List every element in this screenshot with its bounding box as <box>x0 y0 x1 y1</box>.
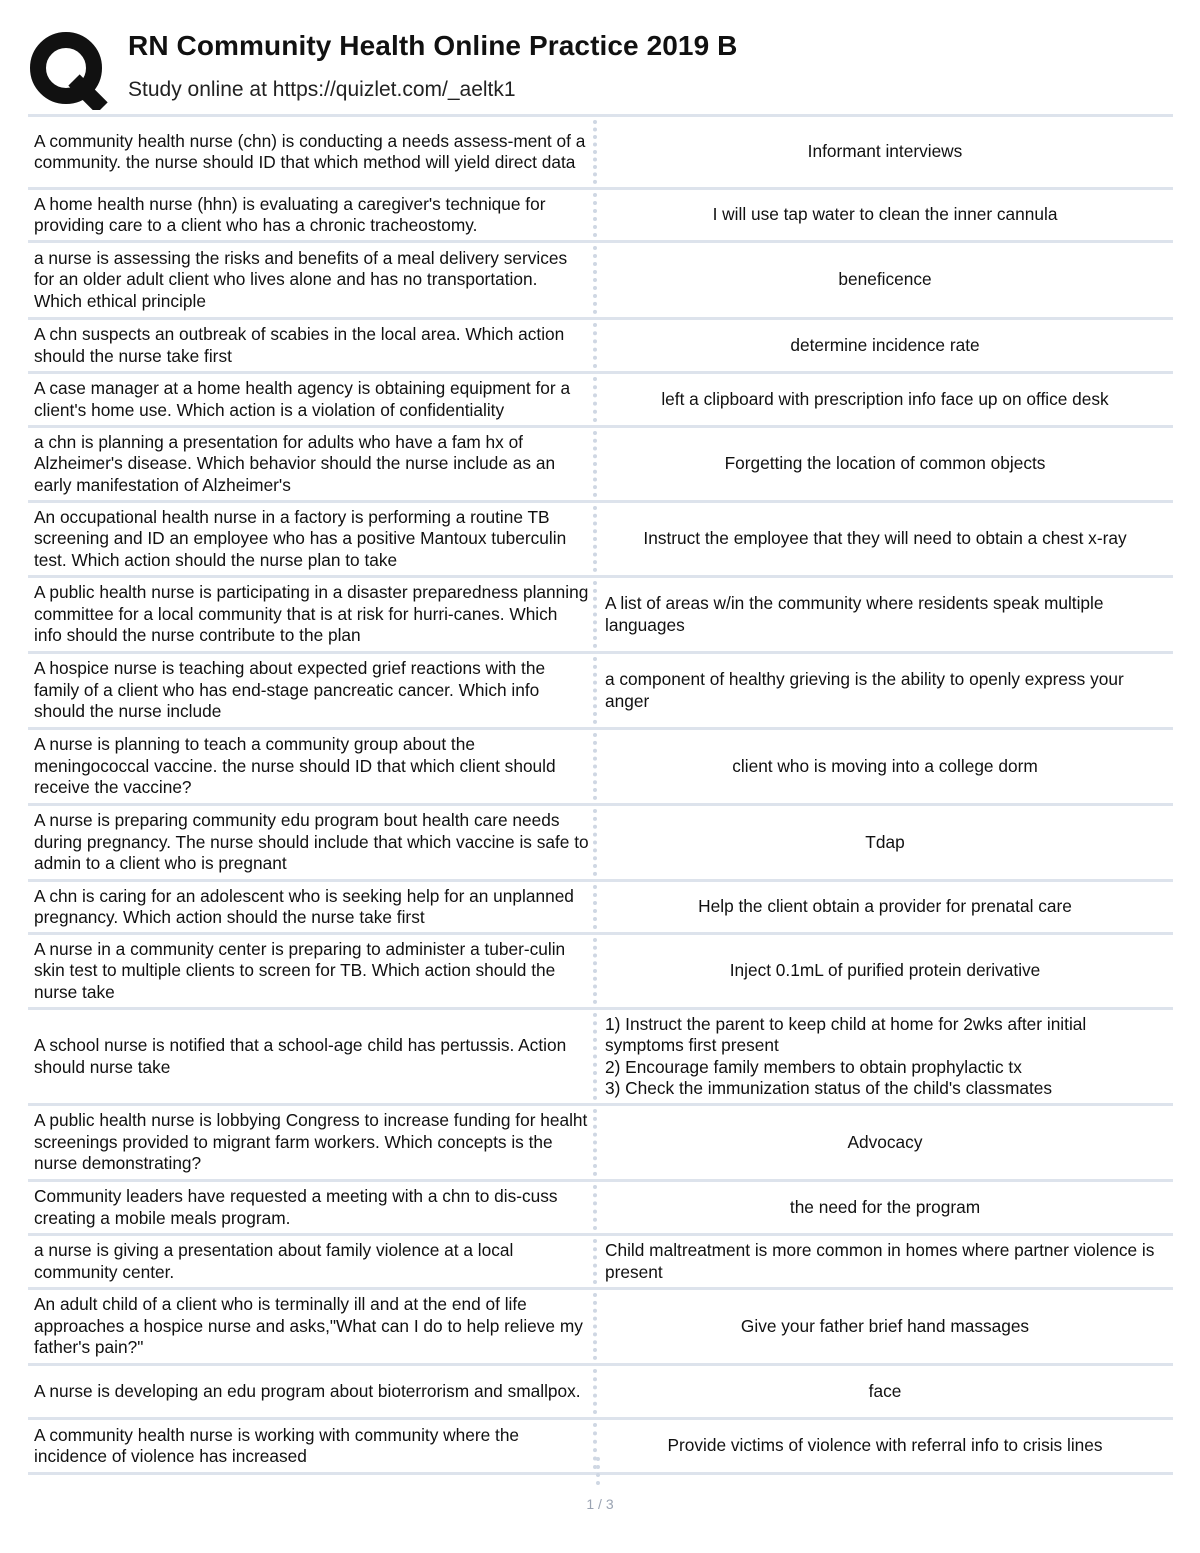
flashcard-definition <box>597 1236 1173 1287</box>
flashcard-row <box>28 503 1173 578</box>
term-text: A chn is caring for an adolescent who is seeking help for an unplanned pregnancy. Which action should the nurse take first <box>34 885 574 927</box>
flashcard-row <box>28 1420 1173 1475</box>
flashcard-row <box>28 578 1173 654</box>
flashcard-term <box>28 1106 593 1179</box>
term-text: a chn is planning a presentation for adults who have a fam hx of Alzheimer's disease. Which behavior should the nurse include as an early manifestation of Alzheimer's <box>34 431 556 495</box>
definition-text: Give your father brief hand massages <box>740 1315 1030 1336</box>
flashcard-row <box>28 243 1173 320</box>
flashcard-definition <box>597 1182 1173 1233</box>
flashcard-definition <box>597 1290 1173 1363</box>
document-header <box>0 0 1200 112</box>
flashcard-row <box>28 117 1173 190</box>
term-text: a nurse is giving a presentation about family violence at a local community center. <box>34 1240 514 1282</box>
flashcard-term <box>28 428 593 500</box>
flashcard-term <box>28 117 593 187</box>
flashcard-row <box>28 935 1173 1010</box>
flashcard-row <box>28 428 1173 503</box>
definition-text: face <box>868 1380 902 1401</box>
flashcard-term <box>28 578 593 651</box>
flashcard-definition <box>597 882 1173 932</box>
flashcard-definition <box>597 428 1173 500</box>
flashcard-row <box>28 1290 1173 1366</box>
flashcard-row <box>28 190 1173 243</box>
flashcard-term <box>28 503 593 575</box>
flashcard-term <box>28 1420 593 1472</box>
term-text: A home health nurse (hhn) is evaluating a caregiver's technique for providing care to a client who has a chronic tracheostomy. <box>34 193 546 235</box>
term-text: A nurse is developing an edu program about bioterrorism and smallpox. <box>34 1380 581 1401</box>
flashcard-definition <box>597 654 1173 727</box>
flashcard-term <box>28 374 593 425</box>
definition-text: Child maltreatment is more common in homes where partner violence is present <box>605 1240 1155 1282</box>
flashcard-row <box>28 1010 1173 1106</box>
flashcard-definition <box>597 1010 1173 1103</box>
term-text: A case manager at a home health agency is obtaining equipment for a client's home use. Which action is a violation of confidentiality <box>34 378 571 420</box>
flashcard-definition <box>597 190 1173 240</box>
term-text: A school nurse is notified that a school-age child has pertussis. Action should nurse take <box>34 1035 567 1077</box>
flashcard-term <box>28 1366 593 1417</box>
flashcard-row <box>28 806 1173 882</box>
flashcard-definition <box>597 1366 1173 1417</box>
flashcard-row <box>28 882 1173 935</box>
term-text: A nurse is planning to teach a community group about the meningococcal vaccine. the nurse should ID that which client should receive the vaccine? <box>34 734 556 798</box>
flashcard-term <box>28 1236 593 1287</box>
flashcard-term <box>28 190 593 240</box>
flashcard-row <box>28 1182 1173 1236</box>
flashcard-term <box>28 935 593 1007</box>
flashcard-definition <box>597 1106 1173 1179</box>
term-text: a nurse is assessing the risks and benefits of a meal delivery services for an older adult client who lives alone and has no transportation. Which ethical principle <box>34 247 568 311</box>
flashcard-row <box>28 1106 1173 1182</box>
flashcard-term <box>28 882 593 932</box>
flashcard-term <box>28 1290 593 1363</box>
definition-text: Tdap <box>865 831 905 852</box>
definition-text: client who is moving into a college dorm <box>732 755 1038 776</box>
term-text: An occupational health nurse in a factory is performing a routine TB screening and ID an employee who has a positive Mantoux tuberculin test. Which action should the nurse plan to take <box>34 506 567 570</box>
term-text: A nurse is preparing community edu program bout health care needs during pregnancy. The nurse should include that which vaccine is safe to admin to a client who is pregnant <box>34 810 589 874</box>
definition-text: beneficence <box>838 269 932 290</box>
definition-text: the need for the program <box>789 1196 981 1217</box>
flashcard-row <box>28 374 1173 428</box>
term-text: An adult child of a client who is terminally ill and at the end of life approaches a hospice nurse and asks,"What can I do to help relieve my father's pain?" <box>34 1294 583 1358</box>
flashcard-definition <box>597 374 1173 425</box>
term-text: A nurse in a community center is preparing to administer a tuber-culin skin test to multiple clients to screen for TB. Which action should the nurse take <box>34 938 566 1002</box>
flashcard-term <box>28 1182 593 1233</box>
flashcard-term <box>28 730 593 803</box>
flashcard-definition <box>597 730 1173 803</box>
flashcard-row <box>28 654 1173 730</box>
definition-text: Inject 0.1mL of purified protein derivative <box>729 960 1041 981</box>
flashcard-definition <box>597 243 1173 317</box>
flashcard-definition <box>597 935 1173 1007</box>
flashcard-term <box>28 320 593 371</box>
study-online-link[interactable]: Study online at https://quizlet.com/_aeltk1 <box>128 78 516 101</box>
page-number: 1 / 3 <box>586 1496 614 1512</box>
term-text: A community health nurse (chn) is conducting a needs assess-ment of a community. the nurse should ID that which method will yield direct data <box>34 130 586 172</box>
definition-text: 1) Instruct the parent to keep child at home for 2wks after initial symptoms first present 2) Encourage family members to obtain prophylactic tx 3) Check the immunization status of the child's classmates <box>605 1013 1087 1098</box>
flashcard-definition <box>597 503 1173 575</box>
definition-text: Informant interviews <box>807 141 963 162</box>
flashcard-row <box>28 1366 1173 1420</box>
flashcard-definition <box>597 320 1173 371</box>
flashcard-row <box>28 730 1173 806</box>
definition-text: Forgetting the location of common objects <box>724 453 1046 474</box>
term-text: A chn suspects an outbreak of scabies in the local area. Which action should the nurse take first <box>34 324 565 366</box>
flashcard-definition <box>597 1420 1173 1472</box>
flashcard-definition <box>597 578 1173 651</box>
flashcard-row <box>28 1236 1173 1290</box>
document-title: RN Community Health Online Practice 2019 B <box>128 30 738 61</box>
term-text: A public health nurse is lobbying Congress to increase funding for healht screenings provided to migrant farm workers. Which concepts is the nurse demonstrating? <box>34 1110 588 1174</box>
definition-text: I will use tap water to clean the inner cannula <box>712 204 1058 225</box>
definition-text: Instruct the employee that they will need to obtain a chest x-ray <box>643 528 1127 549</box>
term-text: A hospice nurse is teaching about expected grief reactions with the family of a client who has end-stage pancreatic cancer. Which info should the nurse include <box>34 658 546 722</box>
definition-text: A list of areas w/in the community where residents speak multiple languages <box>605 593 1104 635</box>
flashcard-term <box>28 654 593 727</box>
flashcard-definition <box>597 806 1173 879</box>
term-text: Community leaders have requested a meeting with a chn to dis-cuss creating a mobile meals program. <box>34 1186 558 1228</box>
quizlet-logo-icon <box>28 30 108 110</box>
column-separator <box>596 1457 600 1485</box>
flashcard-term <box>28 1010 593 1103</box>
definition-text: Advocacy <box>847 1131 923 1152</box>
flashcard-row <box>28 320 1173 374</box>
flashcard-term <box>28 806 593 879</box>
flashcard-list <box>28 114 1173 1475</box>
flashcard-term <box>28 243 593 317</box>
term-text: A public health nurse is participating in a disaster preparedness planning committee for a local community that is at risk for hurri-canes. Which info should the nurse contribute to the plan <box>34 582 589 646</box>
term-text: A community health nurse is working with community where the incidence of violence has increased <box>34 1424 520 1466</box>
definition-text: left a clipboard with prescription info face up on office desk <box>661 388 1109 409</box>
definition-text: determine incidence rate <box>790 334 980 355</box>
definition-text: Help the client obtain a provider for prenatal care <box>698 896 1072 917</box>
definition-text: a component of healthy grieving is the ability to openly express your anger <box>605 669 1124 711</box>
definition-text: Provide victims of violence with referral info to crisis lines <box>667 1435 1103 1456</box>
flashcard-definition <box>597 117 1173 187</box>
